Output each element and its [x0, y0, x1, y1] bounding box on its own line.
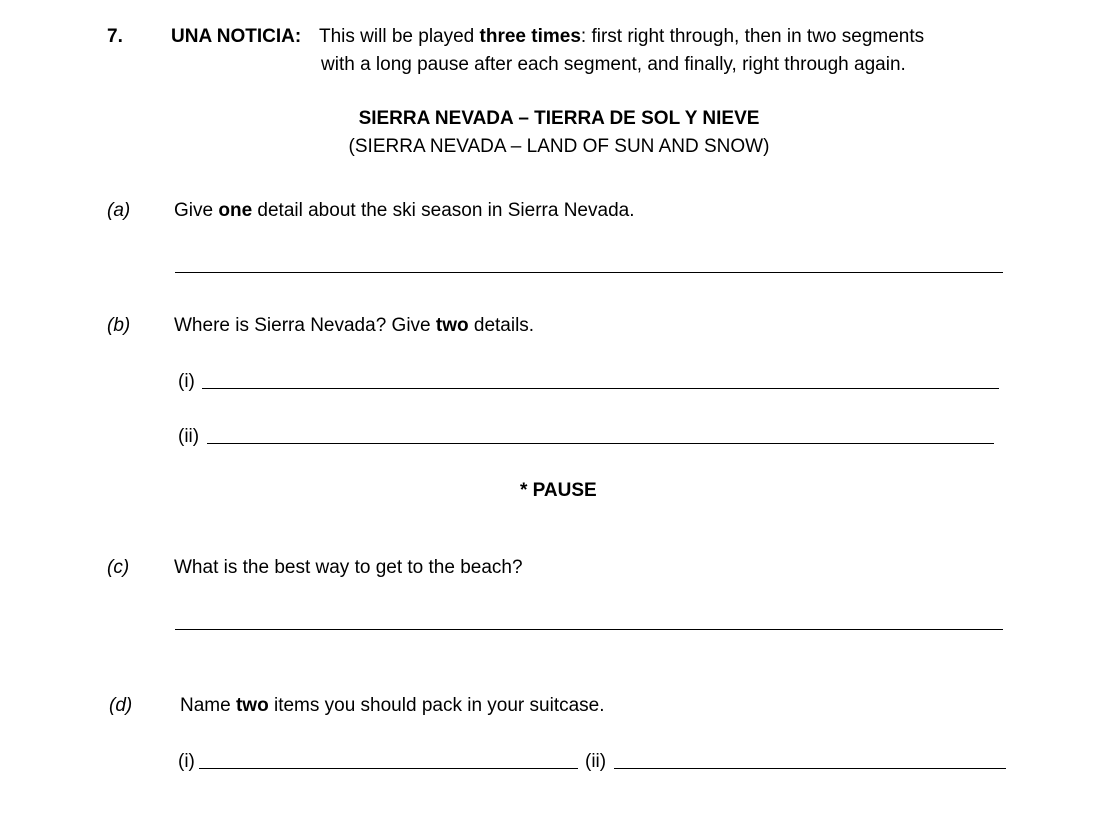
part-c-question: What is the best way to get to the beach? — [174, 557, 523, 578]
part-d-question — [180, 695, 605, 717]
article-heading: SIERRA NEVADA – TIERRA DE SOL Y NIEVE — [358, 108, 760, 129]
instruction-line-2: with a long pause after each segment, and finally, right through again. — [321, 54, 906, 75]
article-subheading: (SIERRA NEVADA – LAND OF SUN AND SNOW) — [348, 136, 770, 157]
part-b-label: (b) — [107, 315, 131, 336]
part-a-pre: Give — [174, 200, 219, 221]
part-b-question — [174, 315, 534, 337]
part-d-i-answer-line[interactable] — [199, 768, 578, 769]
question-number: 7. — [107, 26, 123, 47]
part-b-sub-ii-label: (ii) — [178, 426, 200, 447]
part-b-i-answer-line[interactable] — [202, 388, 999, 389]
part-a-label: (a) — [107, 200, 131, 221]
part-d-pre: Name — [180, 695, 236, 716]
part-d-post: items you should pack in your suitcase. — [268, 695, 605, 716]
part-d-bold: two — [235, 695, 269, 716]
part-d-label: (d) — [109, 695, 133, 716]
part-b-ii-answer-line[interactable] — [207, 443, 994, 444]
question-title: UNA NOTICIA: — [171, 26, 302, 47]
part-b-bold: two — [435, 315, 469, 336]
part-b-post: details. — [468, 315, 535, 336]
instruction-post: : first right through, then in two segments — [580, 26, 925, 47]
part-a-bold: one — [218, 200, 253, 221]
part-d-sub-i-label: (i) — [178, 751, 195, 772]
part-a-answer-line[interactable] — [175, 272, 1003, 273]
part-b-sub-i-label: (i) — [178, 371, 195, 392]
instruction-line-1 — [319, 26, 924, 48]
part-b-pre: Where is Sierra Nevada? Give — [174, 315, 436, 336]
pause-marker: * PAUSE — [520, 480, 597, 501]
part-c-label: (c) — [107, 557, 130, 578]
part-a-post: detail about the ski season in Sierra Nevada. — [252, 200, 635, 221]
instruction-bold: three times — [479, 26, 581, 47]
part-d-sub-ii-label: (ii) — [585, 751, 607, 772]
part-a-question — [174, 200, 634, 222]
instruction-pre: This will be played — [319, 26, 480, 47]
part-d-ii-answer-line[interactable] — [614, 768, 1006, 769]
part-c-answer-line[interactable] — [175, 629, 1003, 630]
